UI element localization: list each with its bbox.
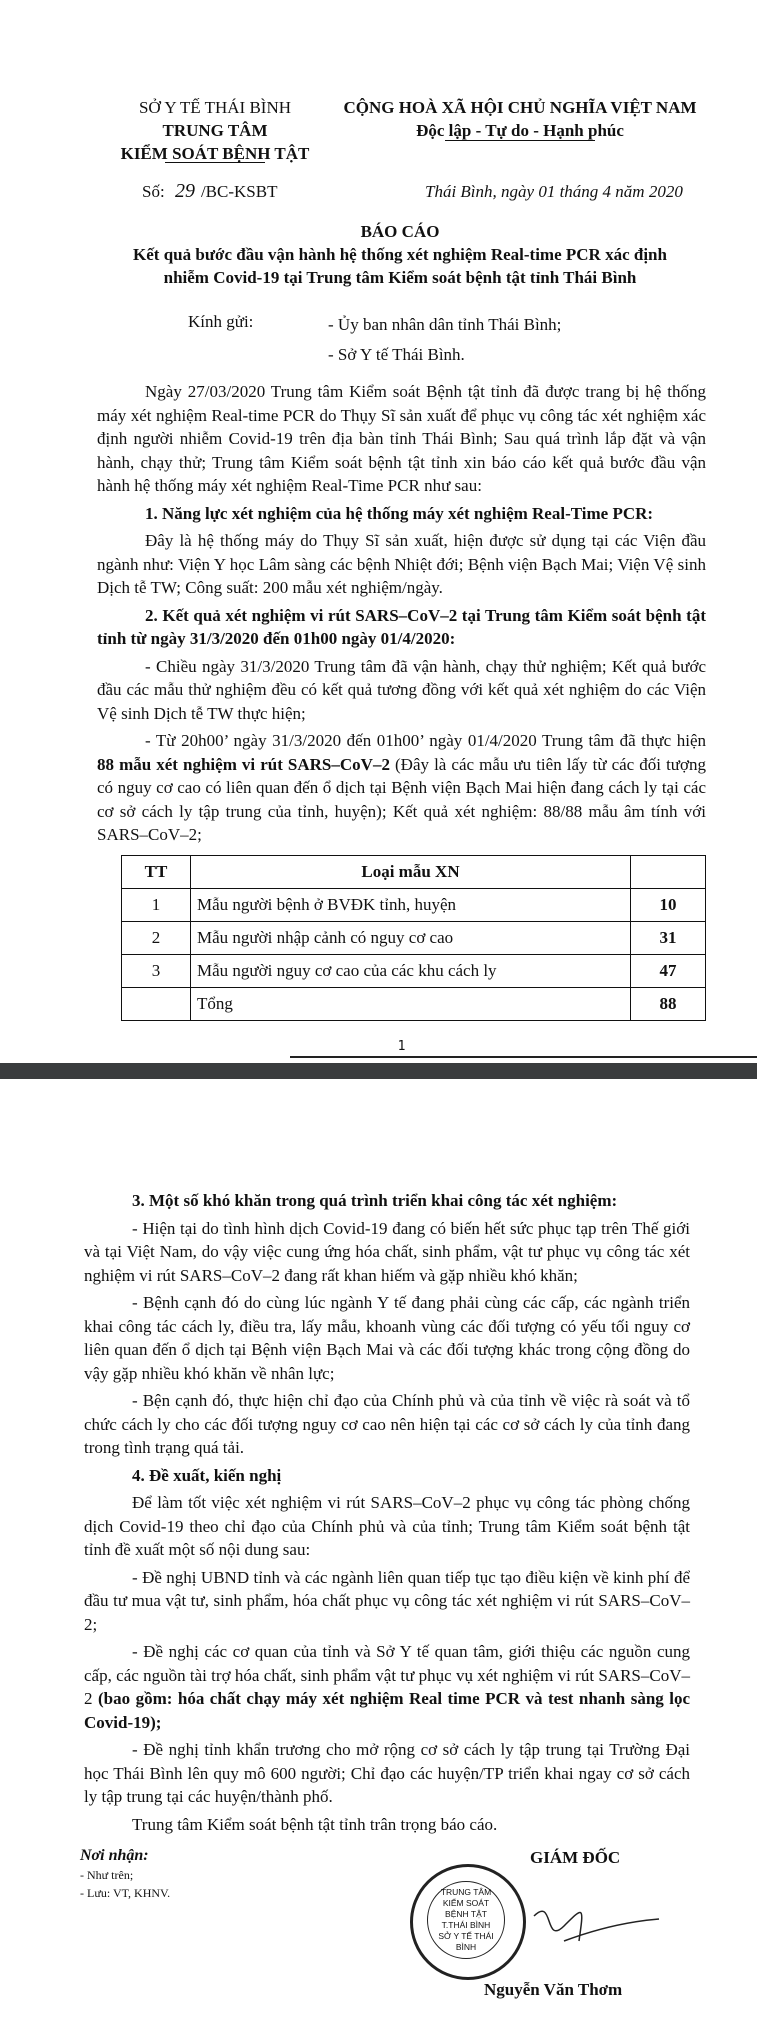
section4-item: - Đề nghị tỉnh khẩn trương cho mở rộng cơ sở cách ly tập trung tại Trường Đại học Thái Bình lên quy mô 600 người; Chỉ đạo các huyện/TP triển khai ngay cơ sở cách ly tập trung tại các huyện/thành phố. [84,1740,690,1806]
agency-parent: SỞ Y TẾ THÁI BÌNH [138,98,292,117]
section2-heading: 2. Kết quả xét nghiệm vi rút SARS–CoV–2 tại Trung tâm Kiểm soát bệnh tật tỉnh từ ngày 31/3/2020 đến 01h00 ngày 01/4/2020: [97,605,706,648]
sample-table [121,855,706,1021]
cell-type: Mẫu người bệnh ở BVĐK tỉnh, huyện [191,888,631,921]
stamp-inner [427,1881,505,1959]
recipients-list [328,310,561,370]
cell-tt: 2 [122,921,191,954]
page-number: 1 [397,1038,406,1054]
section3-item: - Bệnh cạnh đó do cùng lúc ngành Y tế đang phải cùng các cấp, các ngành triển khai công tác cách ly, điều tra, lấy mẫu, khoanh vùng các đối tượng có yếu tối nguy cơ liên quan đến ổ dịch tại Bệnh viện Bạch Mai và các đối tượng khác trong cộng đồng do vậy gặp nhiều khó khăn về nhân lực; [84,1293,690,1383]
table-header-row [122,855,706,888]
number-handwritten: 29 [174,180,195,202]
cell-type: Mẫu người nhập cảnh có nguy cơ cao [191,921,631,954]
table-row [122,954,706,987]
section3-heading: 3. Một số khó khăn trong quá trình triển khai công tác xét nghiệm: [132,1191,618,1210]
section2-bullet1: - Chiều ngày 31/3/2020 Trung tâm đã vận hành, chạy thử nghiệm; Kết quả bước đầu các mẫu thử nghiệm đều có kết quả tương đồng với kết quả xét nghiệm do các Viện Vệ sinh Dịch tễ TW thực hiện; [97,656,706,723]
recipient-item: - Sở Y tế Thái Bình. [328,345,465,364]
header-count [631,855,706,888]
national-header [330,96,710,141]
number-suffix: /BC-KSBT [200,182,278,201]
footer-label: Nơi nhận: [80,1847,149,1864]
report-subtitle-2: nhiễm Covid-19 tại Trung tâm Kiểm soát bệnh tật tỉnh Thái Bình [163,268,637,287]
header-tt: TT [122,855,191,888]
title-block [90,220,710,289]
body-page-1 [97,380,706,1058]
section1-body: Đây là hệ thống máy do Thụy Sĩ sản xuất, hiện được sử dụng tại các Viện đầu ngành như: Viện Y học Lâm sàng các bệnh Nhiệt đới; Bệnh viện Bạch Mai; Viện Vệ sinh Dịch tễ TW; Công suất: 200 mẫu xét nghiệm/ngày. [97,531,706,597]
handwritten-signature [524,1886,664,1956]
section4-item: - Đề nghị UBND tỉnh và các ngành liên quan tiếp tục tạo điều kiện về kinh phí để đầu tư mua vật tư, sinh phẩm, hóa chất phục vụ công tác xét nghiệm vi rút SARS–CoV–2; [84,1567,690,1634]
table-row [122,888,706,921]
cell-count: 10 [631,888,706,921]
bullet2-text: - Từ 20h00’ ngày 31/3/2020 đến 01h00’ ngày 01/4/2020 Trung tâm đã thực hiện [145,731,706,750]
cell-tt: 3 [122,954,191,987]
table-row [122,921,706,954]
motto: Độc lập - Tự do - Hạnh phúc [416,121,624,140]
country-name: CỘNG HOÀ XÃ HỘI CHỦ NGHĨA VIỆT NAM [343,98,697,117]
cell-tt: 1 [122,888,191,921]
cell-count: 31 [631,921,706,954]
agency-block [95,96,335,163]
place-date: Thái Bình, ngày 01 tháng 4 năm 2020 [425,182,683,201]
page-separator [0,1063,757,1079]
footer-item: - Như trên; [80,1868,134,1882]
cell-tt [122,987,191,1020]
recipient-item: - Ủy ban nhân dân tỉnh Thái Bình; [328,315,562,334]
signer-name: Nguyễn Văn Thơm [484,1980,623,1999]
bullet2-text-end: (Đây là các mẫu ưu tiên lấy từ các đối tượng có nguy cơ cao có liên quan đến ổ dịch tại Bệnh viện Bạch Mai hiện đang cách ly tại các cơ sở cách ly tập trung của tỉnh, huyện); Kết quả xét nghiệm: 88/88 mẫu âm tính với SARS–CoV–2; [97,754,707,844]
section4-heading: 4. Đề xuất, kiến nghị [132,1465,282,1485]
cell-type: Tổng [191,987,631,1020]
table-total-row [122,987,706,1020]
report-title: BÁO CÁO [360,222,440,241]
document-number [142,180,277,203]
number-label: Số: [142,182,165,201]
report-subtitle-1: Kết quả bước đầu vận hành hệ thống xét nghiệm Real-time PCR xác định [133,245,667,264]
item2-bold: (bao gồm: hóa chất chạy máy xét nghiệm Real time PCR và test nhanh sàng lọc Covid-19); [84,1689,691,1732]
bullet2-bold: 88 mẫu xét nghiệm vi rút SARS–CoV–2 [97,754,390,774]
body-page-2 [80,1189,691,1999]
cell-type: Mẫu người nguy cơ cao của các khu cách ly [191,954,631,987]
intro-paragraph: Ngày 27/03/2020 Trung tâm Kiểm soát Bệnh tật tỉnh đã được trang bị hệ thống máy xét nghiệm Real-time PCR do Thụy Sĩ sản xuất để phục vụ công tác xét nghiệm xác định người nhiễm Covid-19 trên địa bàn tỉnh Thái Bình; Sau quá trình lắp đặt và vận hành, chạy thử; Trung tâm Kiểm soát bệnh tật tỉnh xin báo cáo kết quả bước đầu vận hành hệ thống máy xét nghiệm Real-Time PCR như sau: [97,382,706,495]
header-type: Loại mẫu XN [191,855,631,888]
section3-item: - Bện cạnh đó, thực hiện chỉ đạo của Chính phủ và của tỉnh về việc rà soát và tổ chức cách ly cho các đối tượng nguy cơ cao nên hiện tại các cơ sở cách ly của tỉnh đang trong tình trạng quá tải. [84,1391,690,1457]
stamp-text: TRUNG TÂM KIỂM SOÁT BỆNH TẬT T.THÁI BÌNH SỞ Y TẾ THÁI BÌNH [438,1887,494,1952]
section2-bullet2 [97,729,706,847]
official-stamp [410,1864,526,1980]
section4-item [84,1640,690,1734]
agency-line1: TRUNG TÂM [162,121,268,140]
cell-count: 47 [631,954,706,987]
section4-intro: Để làm tốt việc xét nghiệm vi rút SARS–CoV–2 phục vụ công tác phòng chống dịch Covid-19 theo chỉ đạo của Chính phủ và của tỉnh; Trung tâm Kiểm soát bệnh tật tỉnh đề xuất một số nội dung sau: [84,1493,690,1559]
section3-item: - Hiện tại do tình hình dịch Covid-19 đang có biến hết sức phục tạp trên Thế giới và tại Việt Nam, do vậy việc cung ứng hóa chất, sinh phẩm, vật tư phục vụ công tác xét nghiệm vi rút SARS–CoV–2 đang rất khan hiếm và gặp nhiều khó khăn; [84,1218,690,1285]
cell-count: 88 [631,987,706,1020]
document-page-2 [0,1079,757,2034]
recipients-footer [80,1846,170,1902]
footer-item: - Lưu: VT, KHNV. [80,1886,171,1900]
agency-line2: KIỂM SOÁT BỆNH TẬT [120,144,310,163]
page-edge [290,1056,757,1058]
signature-title: GIÁM ĐỐC [530,1848,621,1867]
signature-area [80,1846,690,1999]
recipients-label: Kính gửi: [188,312,254,331]
closing-line: Trung tâm Kiểm soát bệnh tật tỉnh trân trọng báo cáo. [132,1814,498,1834]
section1-heading: 1. Năng lực xét nghiệm của hệ thống máy xét nghiệm Real-Time PCR: [145,503,654,523]
item2-text: - Đề nghị các cơ quan của tỉnh và Sở Y tế quan tâm, giới thiệu các nguồn cung cấp, các nguồn tài trợ hóa chất, sinh phẩm vật tư phục vụ xét nghiệm vi rút SARS–CoV–2 [84,1642,690,1708]
